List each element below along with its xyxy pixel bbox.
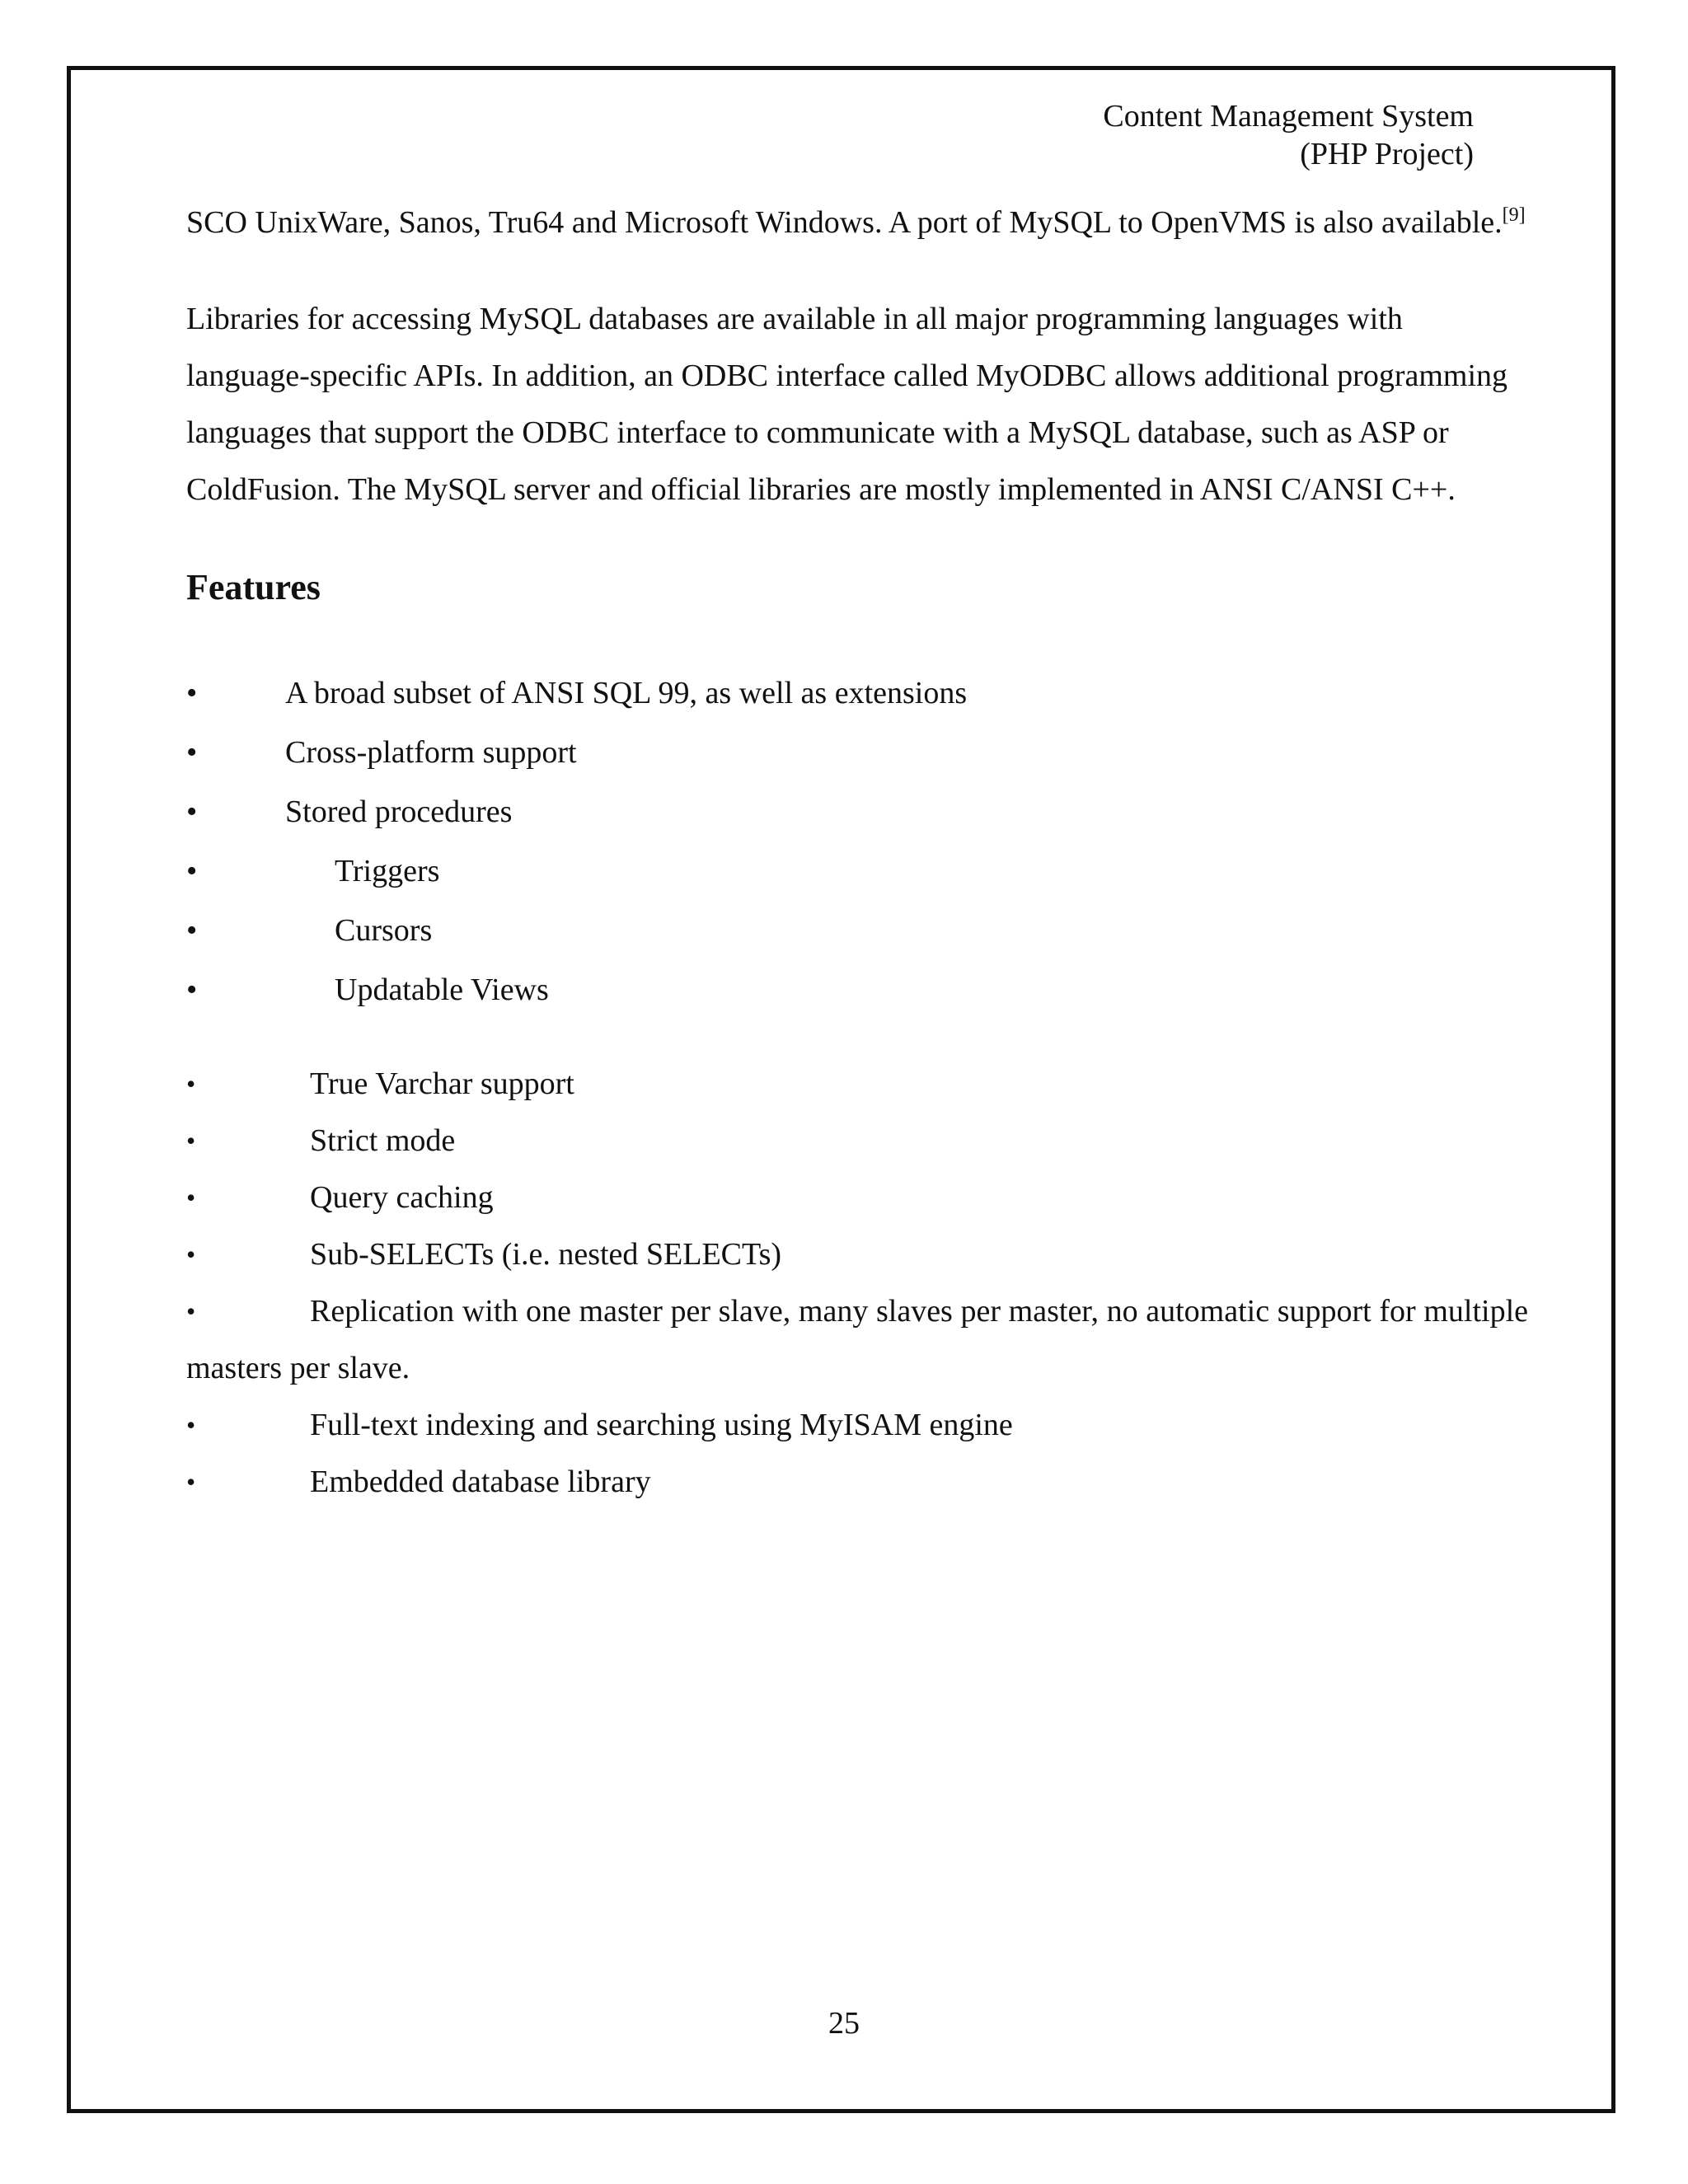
bullet-icon: • bbox=[186, 1069, 196, 1099]
page-number: 25 bbox=[828, 2006, 860, 2041]
list-item-text: Triggers bbox=[335, 854, 440, 888]
list-item-text: Replication with one master per slave, many slaves per master, no automatic support for multiple masters per slave. bbox=[186, 1294, 1528, 1385]
bullet-icon: • bbox=[186, 1126, 196, 1155]
list-item bbox=[186, 901, 1528, 960]
list-item bbox=[186, 1283, 1528, 1397]
list-item-text: Sub-SELECTs (i.e. nested SELECTs) bbox=[310, 1237, 782, 1272]
list-item-text: Strict mode bbox=[310, 1123, 456, 1158]
list-item-text: Stored procedures bbox=[285, 794, 513, 829]
list-item bbox=[186, 663, 1528, 723]
header-subtitle: (PHP Project) bbox=[1300, 137, 1474, 171]
list-item-text: True Varchar support bbox=[310, 1066, 574, 1101]
feature-list-primary bbox=[186, 663, 1528, 1019]
bullet-icon: • bbox=[186, 1183, 196, 1212]
list-item-text: Query caching bbox=[310, 1180, 494, 1215]
bullet-icon: • bbox=[186, 1410, 196, 1440]
bullet-icon: • bbox=[186, 913, 198, 948]
paragraph-platforms-text: SCO UnixWare, Sanos, Tru64 and Microsoft Windows. A port of MySQL to OpenVMS is also available. bbox=[186, 205, 1503, 240]
list-item bbox=[186, 1454, 1528, 1511]
list-item bbox=[186, 1397, 1528, 1454]
citation-ref: [9] bbox=[1502, 204, 1526, 226]
section-heading-features: Features bbox=[186, 567, 321, 607]
list-item bbox=[186, 1056, 1528, 1113]
list-item bbox=[186, 1226, 1528, 1283]
bullet-icon: • bbox=[186, 1467, 196, 1497]
bullet-icon: • bbox=[186, 794, 198, 829]
list-item-text: Embedded database library bbox=[310, 1465, 651, 1499]
bullet-icon: • bbox=[186, 735, 198, 770]
list-item bbox=[186, 1169, 1528, 1226]
list-item bbox=[186, 960, 1528, 1019]
bullet-icon: • bbox=[186, 1240, 196, 1269]
header-title: Content Management System bbox=[1103, 99, 1474, 134]
list-item-text: Cross-platform support bbox=[285, 735, 577, 770]
paragraph-libraries: Libraries for accessing MySQL databases are available in all major programming languages with language-specific APIs. In addition, an ODBC interface called MyODBC allows additional programming languages that support the ODBC interface to communicate with a MySQL database, such as ASP or ColdFusion. The MySQL server and official libraries are mostly implemented in ANSI C/ANSI C++. bbox=[186, 302, 1508, 507]
bullet-icon: • bbox=[186, 854, 198, 888]
list-item-text: A broad subset of ANSI SQL 99, as well as extensions bbox=[285, 676, 968, 710]
list-item bbox=[186, 782, 1528, 841]
bullet-icon: • bbox=[186, 972, 198, 1007]
list-item-text: Updatable Views bbox=[335, 972, 549, 1007]
bullet-icon: • bbox=[186, 676, 198, 710]
running-header bbox=[1103, 97, 1474, 173]
list-item bbox=[186, 1113, 1528, 1169]
list-item bbox=[186, 841, 1528, 901]
feature-list-secondary bbox=[186, 1056, 1528, 1511]
list-item-text: Cursors bbox=[335, 913, 433, 948]
bullet-icon: • bbox=[186, 1296, 196, 1326]
list-item-text: Full-text indexing and searching using MyISAM engine bbox=[310, 1408, 1013, 1442]
list-item bbox=[186, 723, 1528, 782]
page-content bbox=[186, 194, 1528, 1511]
paragraph-platforms bbox=[186, 194, 1528, 251]
